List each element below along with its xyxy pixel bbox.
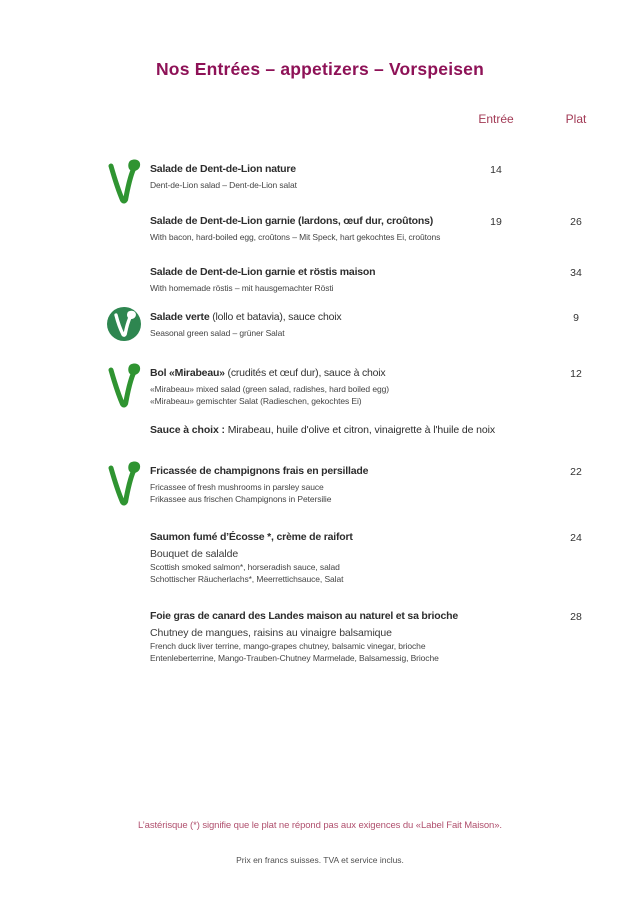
item-description: «Mirabeau» mixed salad (green salad, radishes, hard boiled egg) <box>150 384 389 394</box>
item-description: Dent-de-Lion salad – Dent-de-Lion salat <box>150 180 297 190</box>
item-title: Salade verte (lollo et batavia), sauce choix <box>150 311 342 323</box>
item-title: Fricassée de champignons frais en persillade <box>150 465 369 477</box>
item-title: Salade de Dent-de-Lion garnie et röstis maison <box>150 266 376 278</box>
menu-item-fricassee-champignons <box>0 465 640 505</box>
item-price-plat: 9 <box>573 312 579 324</box>
item-description: Entenleberterrine, Mango-Trauben-Chutney Marmelade, Balsamessig, Brioche <box>150 653 439 663</box>
item-title: Salade de Dent-de-Lion nature <box>150 163 296 175</box>
item-description: Seasonal green salad – grüner Salat <box>150 328 285 338</box>
item-title: Saumon fumé d’Écosse *, crème de raifort <box>150 531 353 543</box>
asterisk-footnote: L’astérisque (*) signifie que le plat ne répond pas aux exigences du «Label Fait Maison». <box>138 820 502 831</box>
vegetarian-leaf-outline-icon <box>106 460 142 506</box>
price-footnote: Prix en francs suisses. TVA et service inclus. <box>236 855 404 865</box>
item-description: Scottish smoked salmon*, horseradish sauce, salad <box>150 562 340 572</box>
item-title: Salade de Dent-de-Lion garnie (lardons, œuf dur, croûtons) <box>150 215 434 227</box>
sauce-choice-note: Sauce à choix : Mirabeau, huile d'olive et citron, vinaigrette à l'huile de noix <box>150 424 496 436</box>
vegetarian-leaf-outline-icon <box>106 158 142 204</box>
item-subtitle: Bouquet de salalde <box>150 548 239 560</box>
item-price-entree: 14 <box>490 164 502 176</box>
item-description: With homemade röstis – mit hausgemachter Rösti <box>150 283 334 293</box>
item-price-entree: 19 <box>490 216 502 228</box>
item-title: Foie gras de canard des Landes maison au naturel et sa brioche <box>150 610 458 622</box>
item-price-plat: 26 <box>570 216 582 228</box>
item-description: Schottischer Räucherlachs*, Meerrettichsauce, Salat <box>150 574 344 584</box>
column-header-entree: Entrée <box>478 112 514 126</box>
item-description: Frikassee aus frischen Champignons in Petersilie <box>150 494 332 504</box>
item-description: With bacon, hard-boiled egg, croûtons – Mit Speck, hart gekochtes Ei, croûtons <box>150 232 441 242</box>
item-title: Bol «Mirabeau» (crudités et œuf dur), sauce à choix <box>150 367 386 379</box>
menu-item-salade-verte <box>0 311 640 339</box>
page-title: Nos Entrées – appetizers – Vorspeisen <box>155 59 485 79</box>
menu-item-salade-garnie-rostis <box>0 266 640 294</box>
item-description: «Mirabeau» gemischter Salat (Radieschen, gekochtes Ei) <box>150 396 362 406</box>
item-price-plat: 12 <box>570 368 582 380</box>
menu-item-saumon-fume <box>0 531 640 585</box>
item-price-plat: 34 <box>570 267 582 279</box>
item-price-plat: 22 <box>570 466 582 478</box>
column-header-plat: Plat <box>565 112 587 126</box>
vegetarian-leaf-circle-icon <box>106 306 142 342</box>
vegetarian-leaf-outline-icon <box>106 362 142 408</box>
item-description: French duck liver terrine, mango-grapes chutney, balsamic vinegar, brioche <box>150 641 426 651</box>
item-description: Fricassee of fresh mushrooms in parsley sauce <box>150 482 324 492</box>
menu-item-salade-dent-de-lion-garnie <box>0 215 640 243</box>
menu-item-salade-dent-de-lion-nature <box>0 163 640 191</box>
item-price-plat: 28 <box>570 611 582 623</box>
menu-item-foie-gras <box>0 610 640 664</box>
item-price-plat: 24 <box>570 532 582 544</box>
menu-item-bol-mirabeau <box>0 367 640 407</box>
item-subtitle: Chutney de mangues, raisins au vinaigre balsamique <box>150 627 392 639</box>
